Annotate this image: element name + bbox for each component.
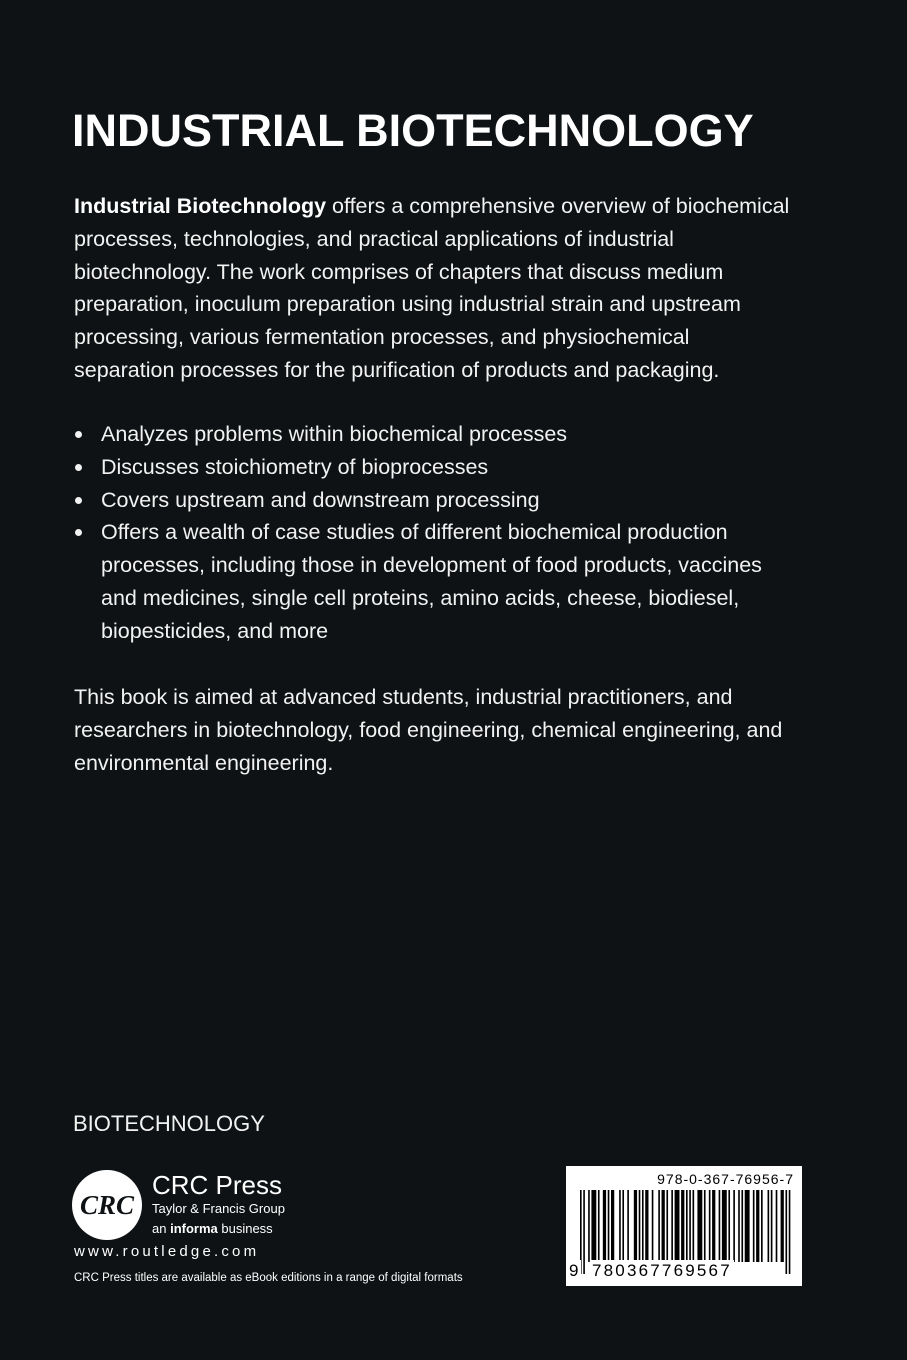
ebook-note: CRC Press titles are available as eBook editions in a range of digital formats: [74, 1272, 463, 1284]
crc-logo-icon: [72, 1170, 142, 1240]
barcode-bar: [611, 1190, 614, 1262]
barcode-bar: [639, 1190, 641, 1262]
barcode-bar: [719, 1190, 721, 1262]
barcode-digit-string: 780367769567: [592, 1261, 732, 1280]
audience-paragraph: This book is aimed at advanced students, industrial practitioners, and researchers in biotechnology, food engineering, chemical engineering, and environmental engineering.: [74, 685, 783, 775]
barcode-bar: [681, 1190, 684, 1262]
barcode-bar: [675, 1190, 680, 1262]
crc-logo-text: CRC: [79, 1190, 135, 1220]
barcode-bar: [598, 1190, 600, 1262]
barcode-bar: [728, 1190, 730, 1262]
barcode-bar: [619, 1190, 621, 1262]
barcode-bar: [756, 1190, 759, 1262]
barcode-bar: [745, 1190, 750, 1262]
business-suffix: business: [217, 1221, 273, 1236]
barcode-bar: [693, 1190, 695, 1262]
barcode-bar: [666, 1190, 668, 1262]
publisher-name: CRC Press: [152, 1170, 283, 1200]
barcode-bar: [722, 1190, 727, 1262]
barcode-bar: [591, 1190, 596, 1262]
intro-paragraph: [74, 190, 794, 387]
subject-category: BIOTECHNOLOGY: [73, 1111, 265, 1136]
barcode-bar: [588, 1190, 590, 1262]
list-item: [74, 516, 794, 647]
barcode-bar: [652, 1190, 654, 1262]
list-item-text: Analyzes problems within biochemical processes: [101, 422, 568, 446]
barcode-bar: [704, 1190, 706, 1262]
bullet-icon: [75, 529, 82, 536]
publisher-business: [152, 1220, 273, 1238]
list-item-text: Discusses stoichiometry of bioprocesses: [101, 454, 489, 479]
list-item-text: Offers a wealth of case studies of different biochemical production processes, including those in development of food products, vaccines and medicines, single cell proteins, amino acids, cheese, biodiesel, biopesticides, and more: [101, 520, 762, 643]
barcode-lead-digit: 9: [569, 1261, 581, 1280]
publisher-website: www.routledge.com: [74, 1243, 260, 1260]
barcode-bar: [642, 1190, 644, 1262]
barcode-bar: [697, 1190, 702, 1262]
barcode-bar: [771, 1190, 773, 1262]
business-brand: informa: [170, 1221, 218, 1236]
list-item: [74, 451, 794, 484]
intro-book-name: Industrial Biotechnology: [74, 194, 327, 218]
barcode-bar: [662, 1190, 665, 1262]
isbn-number: 978-0-367-76956-7: [657, 1171, 794, 1187]
barcode-bar: [658, 1190, 660, 1262]
barcode-bar: [761, 1190, 763, 1262]
barcode-bar: [603, 1190, 606, 1262]
barcode-bar: [645, 1190, 648, 1262]
barcode-bar: [781, 1190, 784, 1262]
barcode-bar: [634, 1190, 637, 1262]
barcode-bar: [622, 1190, 624, 1262]
barcode-bar: [671, 1190, 673, 1262]
barcode-digits: [566, 1260, 802, 1284]
business-prefix: an: [152, 1221, 171, 1236]
barcode-bar: [738, 1190, 740, 1262]
barcode-bar: [627, 1190, 629, 1262]
barcode-bar: [712, 1190, 715, 1262]
crc-logo-mark: [72, 1170, 142, 1240]
isbn-barcode: [566, 1166, 802, 1286]
barcode-bar: [776, 1190, 778, 1262]
publisher-group: Taylor & Francis Group: [152, 1201, 285, 1216]
barcode-bar: [608, 1190, 610, 1262]
barcode-bar: [741, 1190, 743, 1262]
barcode-bar: [753, 1190, 755, 1262]
list-item: [74, 418, 794, 451]
list-item-text: Covers upstream and downstream processing: [101, 487, 540, 512]
bullet-icon: [75, 431, 82, 438]
feature-list: [74, 418, 794, 648]
bullet-icon: [75, 464, 82, 471]
barcode-bar: [733, 1190, 735, 1262]
list-item: [74, 484, 794, 517]
intro-text: offers a comprehensive overview of biochemical processes, technologies, and practical applications of industrial biotechnology. The work comprises of chapters that discuss medium preparation, inoculum preparation using industrial strain and upstream processing, various fermentation processes, and physiochemical separation processes for the purification of products and packaging.: [74, 194, 790, 382]
book-title: INDUSTRIAL BIOTECHNOLOGY: [72, 105, 754, 156]
barcode-bar: [768, 1190, 770, 1262]
barcode-bar: [709, 1190, 711, 1262]
bullet-icon: [75, 497, 82, 504]
